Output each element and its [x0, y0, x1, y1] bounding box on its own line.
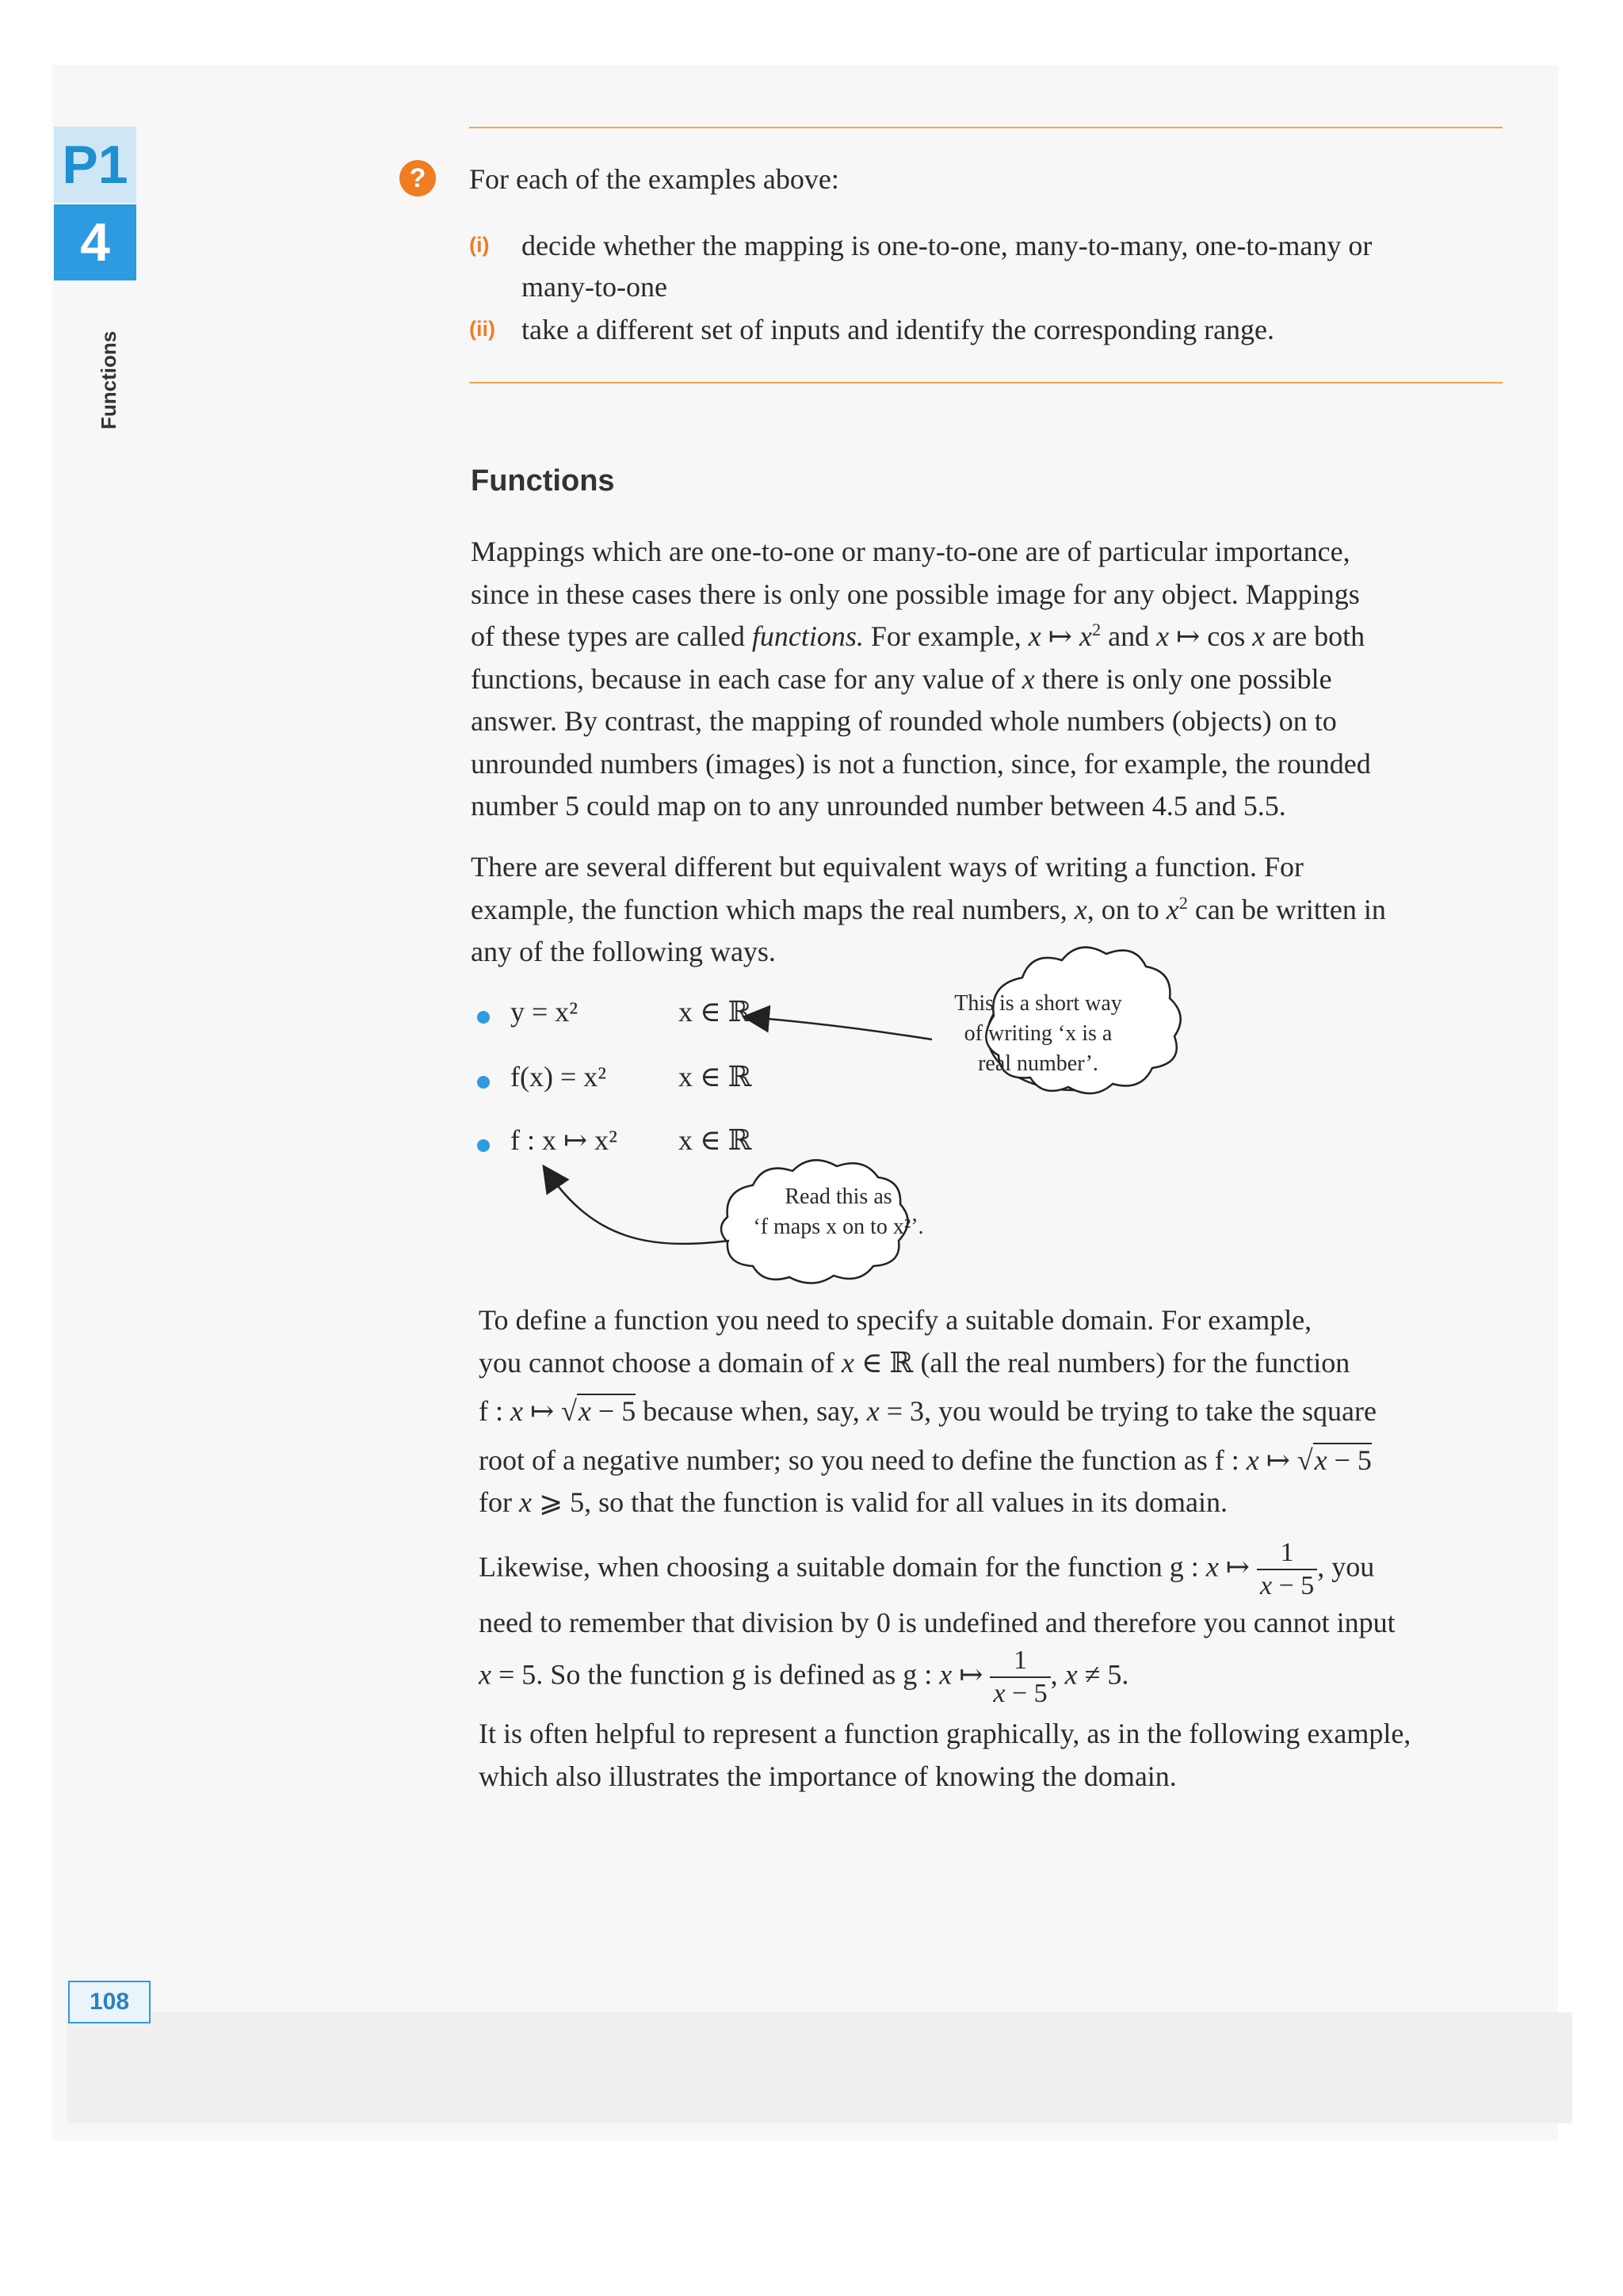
- text-line: since in these cases there is only one possible image for any object. Mappings: [471, 578, 1360, 610]
- text-line: To define a function you need to specify a suitable domain. For example,: [479, 1304, 1312, 1336]
- text-line: Mappings which are one-to-one or many-to-one are of particular importance,: [471, 536, 1350, 567]
- item-marker: (i): [469, 233, 490, 257]
- paragraph-graphical: [479, 1713, 1533, 1798]
- text-line: any of the following ways.: [471, 936, 776, 967]
- paragraph-domain: [479, 1299, 1525, 1524]
- text-line: f : x ↦ √x − 5 because when, say, x = 3, you would be trying to take the square: [479, 1395, 1377, 1427]
- text-line: for x ⩾ 5, so that the function is valid for all values in its domain.: [479, 1486, 1228, 1518]
- chapter-tab: 4: [54, 204, 136, 280]
- arrow-to-real: [750, 1017, 932, 1039]
- text-line: There are several different but equivalent ways of writing a function. For: [471, 851, 1304, 883]
- question-item-continued: many-to-one: [521, 271, 667, 303]
- text-line: number 5 could map on to any unrounded number between 4.5 and 5.5.: [471, 790, 1286, 822]
- notation-lhs: f(x) = x²: [510, 1061, 607, 1093]
- text-line: you cannot choose a domain of x ∈ ℝ (all the real numbers) for the function: [479, 1346, 1350, 1379]
- text-line: unrounded numbers (images) is not a function, since, for example, the rounded: [471, 747, 1371, 780]
- notation-domain: x ∈ ℝ: [678, 1124, 752, 1156]
- paragraph-division: [479, 1537, 1533, 1710]
- notation-domain: x ∈ ℝ: [678, 1061, 752, 1093]
- text-line: It is often helpful to represent a function graphically, as in the following example,: [479, 1718, 1411, 1749]
- section-heading: Functions: [471, 464, 615, 498]
- text-line: x = 5. So the function g is defined as g : x ↦ $\frac{1}{x - 5}$ , x ≠ 5.: [479, 1645, 1129, 1708]
- text-line: example, the function which maps the real numbers, x, on to $x^2$ can be written in: [471, 892, 1386, 925]
- question-item: take a different set of inputs and identify the corresponding range.: [521, 314, 1275, 345]
- question-item: decide whether the mapping is one-to-one, many-to-many, one-to-many or: [521, 230, 1373, 261]
- question-intro: For each of the examples above:: [469, 163, 839, 195]
- notation-lhs: f : x ↦ x²: [510, 1124, 617, 1156]
- page-number: 108: [68, 1981, 151, 2023]
- callout-maps-text: Read this as ‘f maps x on to x²’.: [753, 1184, 924, 1239]
- text-line: Likewise, when choosing a suitable domain for the function g : x ↦ $\frac{1}{x - 5}$ , you: [479, 1538, 1375, 1600]
- text-line: which also illustrates the importance of knowing the domain.: [479, 1760, 1177, 1792]
- item-marker: (ii): [469, 317, 495, 341]
- notation-domain: x ∈ ℝ: [678, 996, 752, 1028]
- text-line: root of a negative number; so you need to define the function as f : x ↦ √x − 5: [479, 1444, 1372, 1476]
- text-line: functions, because in each case for any value of x there is only one possible: [471, 662, 1332, 695]
- text-line: need to remember that division by 0 is undefined and therefore you cannot input: [479, 1607, 1396, 1638]
- question-icon: ?: [399, 160, 436, 196]
- notation-lhs: y = x²: [510, 996, 579, 1028]
- arrow-to-maps: [547, 1171, 729, 1244]
- part-tab: P1: [54, 127, 136, 203]
- text-line: of these types are called functions. For example, x ↦ $x^2$ and x ↦ cos x are both: [471, 620, 1365, 652]
- text-line: answer. By contrast, the mapping of rounded whole numbers (objects) on to: [471, 705, 1337, 737]
- section-side-label: Functions: [97, 330, 120, 429]
- callout-real-text: This is a short way of writing ‘x is a real number’.: [954, 991, 1122, 1076]
